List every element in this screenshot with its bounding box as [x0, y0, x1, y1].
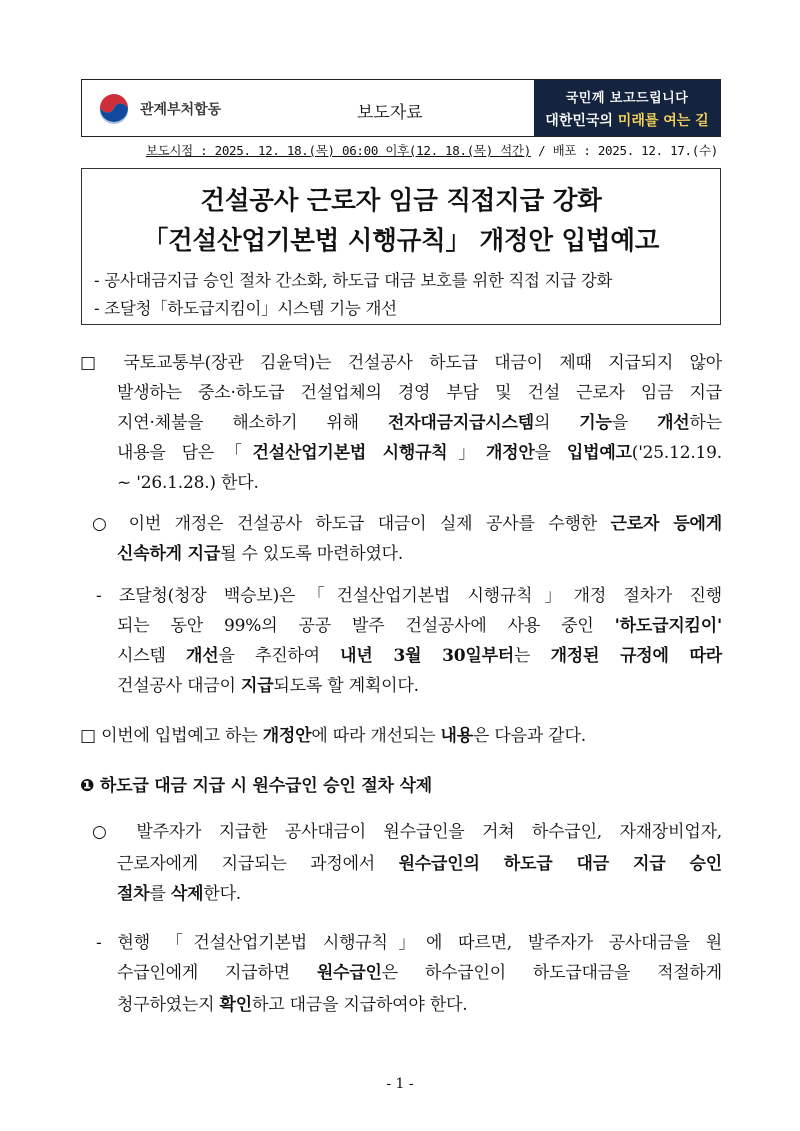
section1-heading: ❶ 하도급 대금 지급 시 원수급인 승인 절차 삭제: [80, 776, 432, 796]
banner-line1: 국민께 보고드립니다: [565, 91, 689, 106]
para2-line1: ○ 이번 개정은 건설공사 하도급 대금이 실제 공사를 수행한 근로자 등에게: [92, 514, 722, 534]
subtitle-1: - 공사대금지급 승인 절차 간소화, 하도급 대금 보호를 위한 직접 지급 강화: [94, 271, 613, 290]
slogan-banner: [534, 80, 720, 136]
banner-line2: 대한민국의 미래를 여는 길: [545, 113, 709, 129]
page-number: - 1 -: [386, 1076, 414, 1092]
para1-line2: 발생하는 중소·하도급 건설업체의 경영 부담 및 건설 근로자 임금 지급: [117, 383, 722, 403]
title-box: [81, 168, 721, 325]
para1-line4: 내용을 담은「건설산업기본법 시행규칙」개정안을 입법예고('25.12.19.: [117, 443, 722, 463]
subtitle-2: - 조달청「하도급지킴이」시스템 기능 개선: [94, 299, 397, 318]
para5-line1: ○ 발주자가 지급한 공사대금이 원수급인을 거쳐 하수급인, 자재장비업자,: [92, 822, 722, 842]
para3-line3: 시스템 개선을 추진하여 내년 3월 30일부터는 개정된 규정에 따라: [117, 646, 722, 666]
title-line2: 「건설산업기본법 시행규칙」 개정안 입법예고: [142, 226, 660, 256]
para6-line3: 청구하였는지 확인하고 대금을 지급하여야 한다.: [117, 995, 468, 1015]
para3-line2: 되는 동안 99%의 공공 발주 건설공사에 사용 중인 '하도급지킴이': [117, 616, 722, 636]
release-info: 보도시점 : 2025. 12. 18.(목) 06:00 이후(12. 18.(목) 석간) / 배포 : 2025. 12. 17.(수): [145, 143, 718, 158]
para5-line3: 절차를 삭제한다.: [117, 884, 241, 904]
header-box: [81, 79, 721, 137]
para6-line1: - 현행 「건설산업기본법 시행규칙」에 따르면, 발주자가 공사대금을 원: [96, 933, 722, 953]
para1-line1: □ 국토교통부(장관 김윤덕)는 건설공사 하도급 대금이 제때 지급되지 않아: [80, 353, 722, 373]
document-type: 보도자료: [357, 103, 423, 123]
para3-line1: - 조달청(청장 백승보)은「건설산업기본법 시행규칙」개정 절차가 진행: [96, 586, 722, 606]
para1-line5: ~ '26.1.28.) 한다.: [117, 473, 259, 493]
org-name: 관계부처합동: [140, 102, 222, 118]
para4: □ 이번에 입법예고 하는 개정안에 따라 개선되는 내용은 다음과 같다.: [80, 726, 586, 746]
para6-line2: 수급인에게 지급하면 원수급인은 하수급인이 하도급대금을 적절하게: [117, 963, 723, 983]
para3-line4: 건설공사 대금이 지급되도록 할 계획이다.: [117, 676, 419, 696]
title-line1: 건설공사 근로자 임금 직접지급 강화: [200, 186, 602, 216]
government-logo-icon: [96, 92, 132, 128]
para5-line2: 근로자에게 지급되는 과정에서 원수급인의 하도급 대금 지급 승인: [117, 854, 722, 874]
para1-line3: 지연·체불을 해소하기 위해 전자대금지급시스템의 기능을 개선하는: [117, 413, 722, 433]
para2-line2: 신속하게 지급될 수 있도록 마련하였다.: [117, 544, 404, 564]
